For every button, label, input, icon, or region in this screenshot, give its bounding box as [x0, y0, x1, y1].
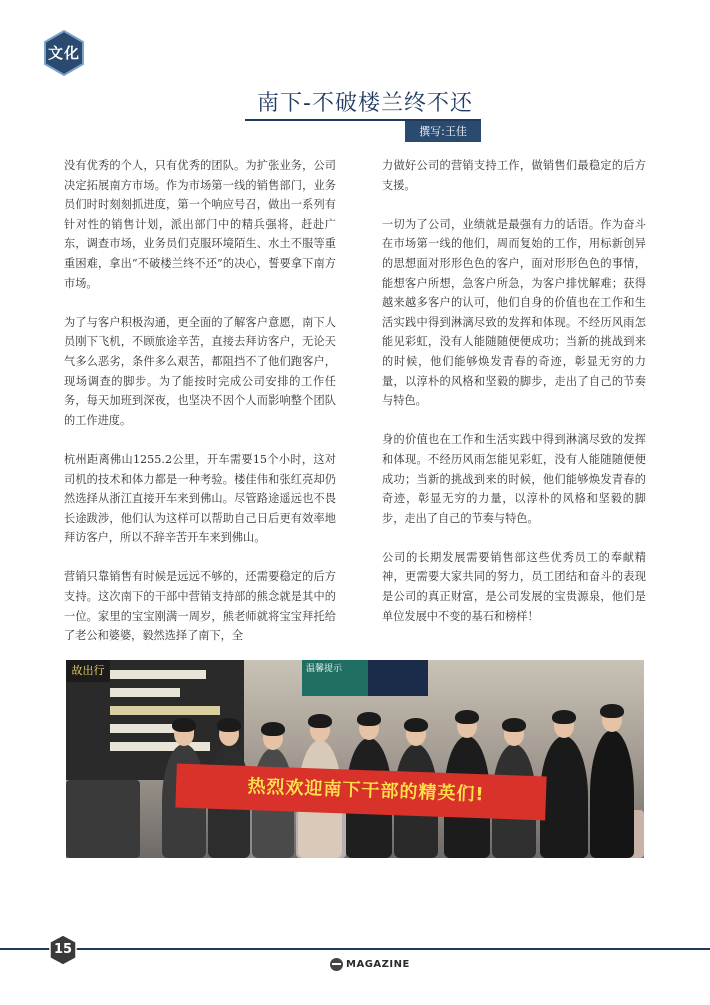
article-title: 南下-不破楼兰终不还	[257, 91, 473, 116]
section-label: 文化	[47, 44, 80, 62]
footer-divider	[0, 948, 710, 950]
magazine-label: MAGAZINE	[346, 959, 410, 970]
banner-text: 热烈欢迎南下干部的精英们!	[247, 776, 485, 806]
globe-icon	[330, 958, 343, 971]
paragraph: 没有优秀的个人，只有优秀的团队。为扩张业务，公司决定拓展南方市场。作为市场第一线的销售部门，业务员们时时刻刻抓进度，第一个响应号召，做出一系列有针对性的销售计划，派出部门中的精兵强将，赶赴广东，调查市场，业务员们克服环境陌生、水土不服等重重困难，拿出“不破楼兰终不还”的决心，誓要拿下南方市场。	[64, 159, 336, 290]
section-badge	[43, 30, 85, 76]
airport-sign	[368, 660, 428, 696]
paragraph: 为了与客户积极沟通，更全面的了解客户意愿，南下人员刚下飞机，不顾旅途辛苦，直接去拜访客户，无论天气多么恶劣，条件多么艰苦，都阻挡不了他们跑客户，现场调查的脚步。为了能按时完成公司安排的工作任务，每天加班到深夜，也坚决不因个人而影响整个团队的工作进度。	[64, 315, 336, 427]
paragraph: 公司的长期发展需要销售部这些优秀员工的奉献精神，更需要大家共同的努力，员工团结和奋斗的表现是公司的真正财富，是公司发展的宝贵源泉，他们是单位发展中不变的基石和榜样！	[382, 550, 646, 623]
paragraph: 一切为了公司，业绩就是最强有力的话语。作为奋斗在市场第一线的他们，周而复始的工作，用标新创异的思想面对形形色色的客户，面对形形色色的事情，能想客户所想，急客户所急，为客户排忧解难；获得越来越多客户的认可，他们自身的价值也在工作和生活实践中得到淋漓尽致的发挥和体现。不经历风雨怎能见彩虹，没有人能随随便便成功；当新的挑战到来的时候，他们能够焕发青春的奇迹，彰显无穷的力量，以淳朴的风格和坚毅的脚步，走出了自己的节奏与特色。	[382, 217, 646, 408]
paragraph: 营销只靠销售有时候是远远不够的，还需要稳定的后方支持。这次南下的干部中营销支持部的熊念就是其中的一位。家里的宝宝刚满一周岁，熊老师就将宝宝拜托给了老公和婆婆，毅然选择了南下，全	[64, 570, 336, 643]
luggage	[66, 780, 140, 858]
notice-sign: 温馨提示	[302, 660, 368, 696]
exit-sign: 故出行	[66, 660, 110, 682]
author-badge: 撰写:王佳	[405, 121, 481, 142]
group-photo	[66, 660, 644, 858]
page-number-badge	[48, 934, 78, 966]
paragraph: 力做好公司的营销支持工作，做销售们最稳定的后方支援。	[382, 159, 646, 192]
left-column	[64, 156, 336, 665]
page-number: 15	[53, 942, 73, 957]
paragraph: 身的价值也在工作和生活实践中得到淋漓尽致的发挥和体现。不经历风雨怎能见彩虹，没有人能随随便便成功；当新的挑战到来的时候，他们能够焕发青春的奇迹，彰显无穷的力量，以淳朴的风格和坚毅的脚步，走出了自己的节奏与特色。	[382, 433, 646, 525]
right-column	[382, 156, 646, 646]
magazine-logo	[330, 958, 410, 974]
paragraph: 杭州距离佛山1255.2公里，开车需要15个小时，这对司机的技术和体力都是一种考验。楼佳伟和张红亮却仍然选择从浙江直接开车来到佛山。尽管路途遥远也不畏长途跋涉，他们认为这样可以帮助自己日后更有效率地拜访客户，所以不辞辛苦开车来到佛山。	[64, 452, 336, 545]
